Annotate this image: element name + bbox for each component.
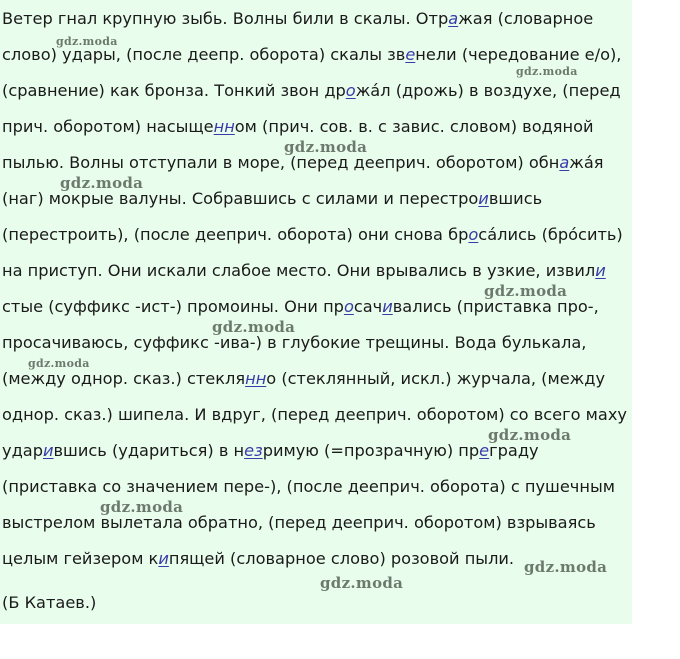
text-segment: пящей (словарное слово) розовой пыли. xyxy=(168,549,515,568)
text-segment: стые (суффикс -ист-) промоины. Они пр xyxy=(2,297,344,316)
text-line xyxy=(2,548,514,570)
orthogram-letter: а xyxy=(559,153,570,172)
text-segment: сач xyxy=(353,297,383,316)
text-line xyxy=(2,404,627,426)
orthogram-letter: и xyxy=(158,549,169,568)
orthogram-letter: и xyxy=(382,297,393,316)
orthogram-letter: и xyxy=(478,189,489,208)
watermark: gdz.moda xyxy=(516,65,578,78)
text-segment: жая (словарное xyxy=(458,9,594,28)
text-segment: на приступ. Они искали слабое место. Они врывались в узкие, извил xyxy=(2,261,596,280)
text-line xyxy=(2,368,605,390)
watermark: gdz.moda xyxy=(28,357,90,370)
watermark: gdz.moda xyxy=(524,558,608,576)
orthogram-letter: нн xyxy=(213,117,235,136)
text-line xyxy=(2,440,539,462)
text-segment: ом (прич. сов. в. с завис. словом) водяной xyxy=(234,117,594,136)
text-segment: прич. оборотом) насыще xyxy=(2,117,214,136)
text-segment: жа́л (дрожь) в воздухе, (перед xyxy=(355,81,621,100)
text-segment: удар xyxy=(2,441,43,460)
text-line xyxy=(2,512,596,534)
text-segment: выстрелом вылетала обратно, (перед деeприч. оборотом) взрываясь xyxy=(2,513,596,532)
text-segment: нели (чередование е/о), xyxy=(415,45,622,64)
text-segment: (перестроить), (после деeприч. оборота) они снова бр xyxy=(2,225,469,244)
orthogram-letter: и xyxy=(595,261,606,280)
text-segment: вшись xyxy=(488,189,543,208)
text-segment: вались (приставка про-, xyxy=(392,297,599,316)
text-line xyxy=(2,116,594,138)
text-segment: (приставка со значением пере-), (после деeприч. оборота) с пушечным xyxy=(2,477,615,496)
text-segment: жа́я xyxy=(569,153,604,172)
orthogram-letter: о xyxy=(468,225,479,244)
text-line xyxy=(2,592,96,614)
text-segment: (между однор. сказ.) стекля xyxy=(2,369,246,388)
text-segment: граду xyxy=(489,441,539,460)
watermark: gdz.moda xyxy=(100,498,184,516)
text-line xyxy=(2,476,615,498)
orthogram-letter: е xyxy=(479,441,490,460)
text-segment: пылью. Волны отступали в море, (перед деeприч. оборотом) обн xyxy=(2,153,560,172)
orthogram-letter: е xyxy=(405,45,416,64)
text-segment: просачиваюсь, суффикс -ива-) в глубокие трещины. Вода булькала, xyxy=(2,333,587,352)
text-segment: Ветер гнал крупную зыбь. Волны били в скалы. Отр xyxy=(2,9,449,28)
text-segment: вшись (удариться) в н xyxy=(53,441,245,460)
watermark: gdz.moda xyxy=(488,426,572,444)
text-segment: (наг) мокрые валуны. Собравшись с силами и перестро xyxy=(2,189,479,208)
text-segment: целым гейзером к xyxy=(2,549,159,568)
watermark: gdz.moda xyxy=(60,174,144,192)
orthogram-letter: о xyxy=(345,81,356,100)
text-line xyxy=(2,224,623,246)
orthogram-letter: нн xyxy=(245,369,267,388)
watermark: gdz.moda xyxy=(484,282,568,300)
text-line xyxy=(2,80,621,102)
text-line xyxy=(2,260,606,282)
text-segment: римую (=прозрачную) пр xyxy=(262,441,480,460)
text-line xyxy=(2,8,593,30)
text-segment: слово) удары, (после деепр. оборота) скалы зв xyxy=(2,45,406,64)
orthogram-letter: ез xyxy=(244,441,263,460)
text-segment: о (стеклянный, искл.) журчала, (между xyxy=(266,369,606,388)
orthogram-letter: о xyxy=(343,297,354,316)
text-segment: са́лись (бро́сить) xyxy=(478,225,623,244)
watermark: gdz.moda xyxy=(56,35,118,48)
orthogram-letter: а xyxy=(448,9,459,28)
text-segment: (сравнение) как бронза. Тонкий звон др xyxy=(2,81,346,100)
watermark: gdz.moda xyxy=(212,318,296,336)
orthogram-letter: и xyxy=(42,441,54,460)
watermark: gdz.moda xyxy=(320,574,404,592)
text-segment: (Б Катаев.) xyxy=(2,593,97,612)
text-segment: однор. сказ.) шипела. И вдруг, (перед деeприч. оборотом) со всего маху xyxy=(2,405,627,424)
watermark: gdz.moda xyxy=(284,138,368,156)
